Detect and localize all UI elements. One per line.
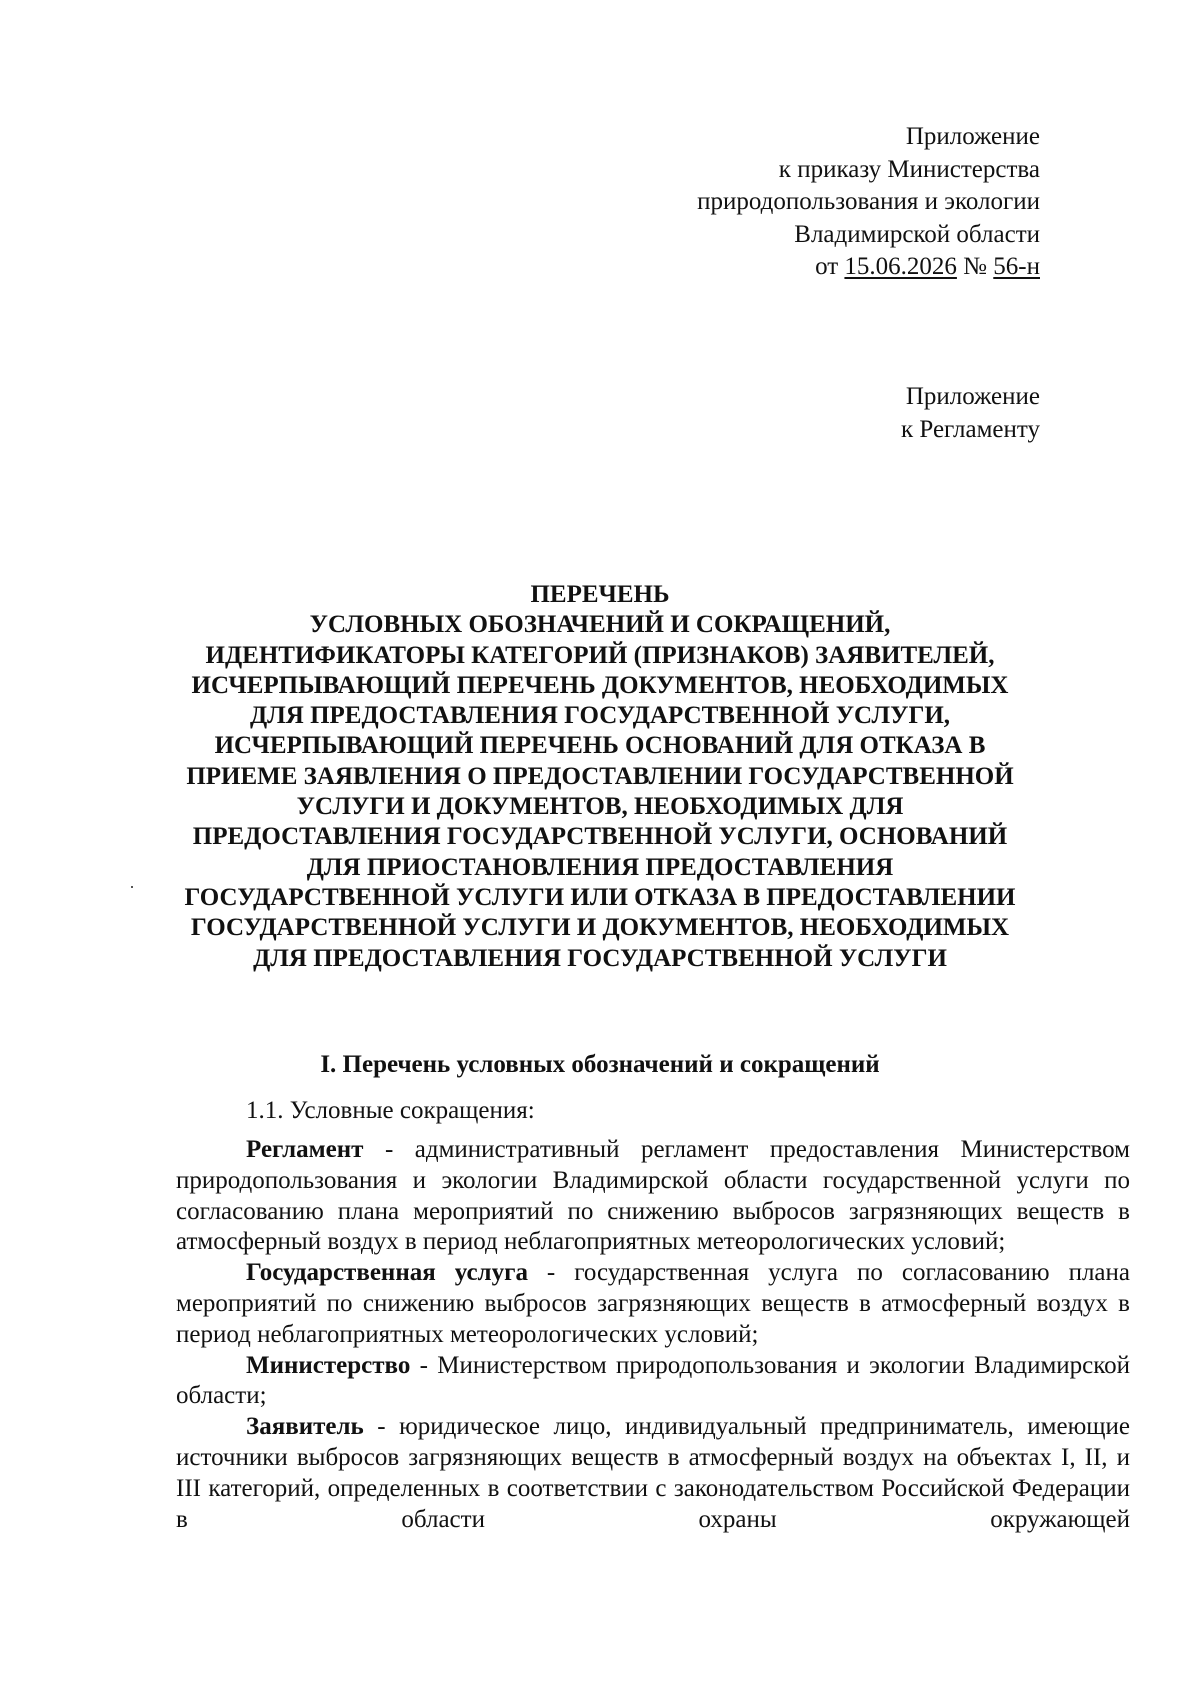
- title-line: ИСЧЕРПЫВАЮЩИЙ ПЕРЕЧЕНЬ ОСНОВАНИЙ ДЛЯ ОТКАЗА В: [214, 732, 986, 760]
- definition-separator: -: [527, 1259, 575, 1287]
- title-line: УСЛУГИ И ДОКУМЕНТОВ, НЕОБХОДИМЫХ ДЛЯ: [296, 793, 904, 821]
- header-line: Приложение: [905, 383, 1040, 410]
- header-line: Приложение: [905, 123, 1040, 150]
- definition-separator: -: [363, 1413, 400, 1441]
- definition-text: Министерством природопользования и экологии Владимирской области;: [176, 1351, 1130, 1410]
- title-line: ИСЧЕРПЫВАЮЩИЙ ПЕРЕЧЕНЬ ДОКУМЕНТОВ, НЕОБХОДИМЫХ: [191, 671, 1009, 699]
- date-prefix: от: [815, 253, 845, 280]
- title-line: УСЛОВНЫХ ОБОЗНАЧЕНИЙ И СОКРАЩЕНИЙ,: [309, 611, 891, 639]
- title-line: ГОСУДАРСТВЕННОЙ УСЛУГИ И ДОКУМЕНТОВ, НЕОБХОДИМЫХ: [190, 914, 1010, 942]
- definition-separator: -: [410, 1351, 438, 1379]
- title-line: ПРИЕМЕ ЗАЯВЛЕНИЯ О ПРЕДОСТАВЛЕНИИ ГОСУДАРСТВЕННОЙ: [186, 762, 1014, 790]
- header-line: Владимирской области: [794, 220, 1040, 248]
- title-line: ГОСУДАРСТВЕННОЙ УСЛУГИ ИЛИ ОТКАЗА В ПРЕДОСТАВЛЕНИИ: [184, 883, 1016, 911]
- definition-separator: -: [363, 1136, 415, 1163]
- header-line: к приказу Министерства: [778, 155, 1040, 183]
- definition-term: Государственная услуга: [246, 1259, 528, 1287]
- order-appendix-header: [697, 121, 1040, 284]
- order-date: 15.06.2026: [844, 253, 957, 280]
- definition-term: Регламент: [246, 1136, 364, 1163]
- definition-term: Министерство: [246, 1351, 411, 1379]
- order-number: 56-н: [993, 253, 1040, 280]
- definition-text: государственная услуга по согласованию плана мероприятий по снижению выбросов загрязняющих веществ в атмосферный воздух в период неблагоприятных метеорологических условий;: [176, 1259, 1131, 1348]
- section-heading: I. Перечень условных обозначений и сокращений: [320, 1051, 880, 1078]
- definition-applicant: [176, 1412, 1130, 1535]
- definition-text: административный регламент предоставления Министерством природопользования и экологии Владимирской области государственной услуги по согласованию плана мероприятий по снижению выбросов загрязняющих веществ в атмосферный воздух в период неблагоприятных метеорологических условий;: [176, 1136, 1130, 1256]
- header-line: к Регламенту: [900, 415, 1040, 443]
- definition-ministry: [176, 1351, 1130, 1413]
- title-line: ПЕРЕЧЕНЬ: [530, 581, 670, 608]
- definition-text: юридическое лицо, индивидуальный предприниматель, имеющие источники выбросов загрязняющих веществ в атмосферный воздух на объектах I, II, и III категорий, определенных в соответствии с законодательством Российской Федерации в области охраны окружающей: [176, 1413, 1131, 1533]
- title-line: ИДЕНТИФИКАТОРЫ КАТЕГОРИЙ (ПРИЗНАКОВ) ЗАЯВИТЕЛЕЙ,: [205, 641, 995, 669]
- definition-term: Заявитель: [246, 1413, 364, 1441]
- order-date-line: [697, 251, 1040, 284]
- subsection-heading: 1.1. Условные сокращения:: [246, 1097, 535, 1124]
- scan-speck: [131, 886, 133, 888]
- title-line: ДЛЯ ПРЕДОСТАВЛЕНИЯ ГОСУДАРСТВЕННОЙ УСЛУГИ: [253, 944, 947, 972]
- title-line: ДЛЯ ПРЕДОСТАВЛЕНИЯ ГОСУДАРСТВЕННОЙ УСЛУГИ,: [249, 702, 951, 730]
- definitions-list: [176, 1135, 1130, 1535]
- title-line: ПРЕДОСТАВЛЕНИЯ ГОСУДАРСТВЕННОЙ УСЛУГИ, ОСНОВАНИЙ: [192, 823, 1008, 851]
- number-prefix: №: [956, 253, 994, 280]
- header-line: природопользования и экологии: [697, 188, 1040, 215]
- definition-state-service: [176, 1258, 1130, 1350]
- title-line: ДЛЯ ПРИОСТАНОВЛЕНИЯ ПРЕДОСТАВЛЕНИЯ: [306, 853, 894, 881]
- document-title: [130, 580, 1070, 974]
- regulation-appendix-header: [901, 381, 1040, 446]
- definition-regulation: [176, 1135, 1130, 1258]
